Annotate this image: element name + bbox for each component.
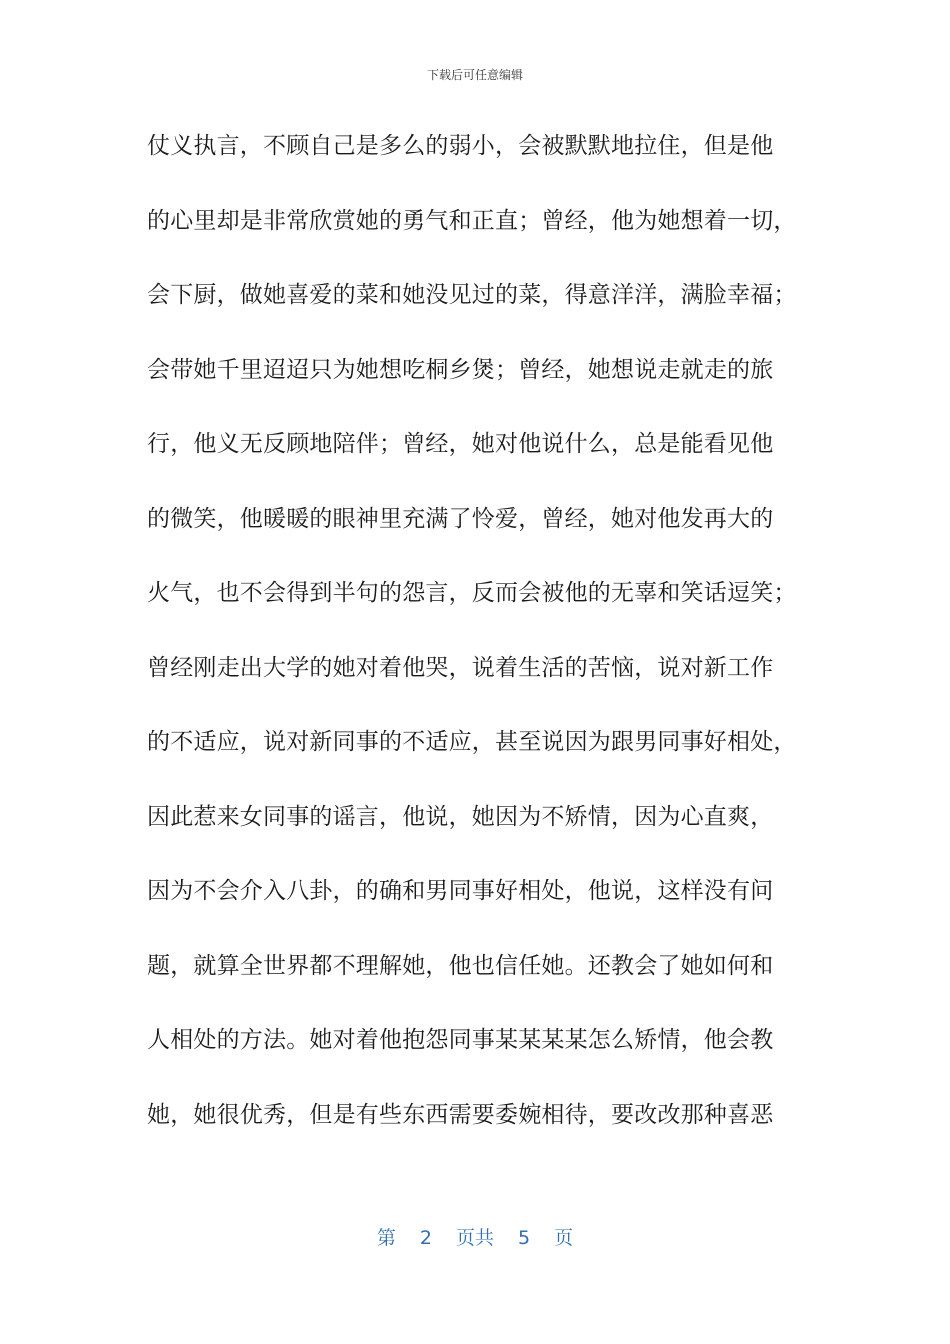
- body-line: 的心里却是非常欣赏她的勇气和正直；曾经，他为她想着一切，: [147, 207, 797, 234]
- body-line: 因为不会介入八卦，的确和男同事好相处，他说，这样没有问: [147, 878, 774, 904]
- body-line: 行，他义无反顾地陪伴；曾经，她对他说什么，总是能看见他: [147, 431, 774, 457]
- page-header: 下载后可任意编辑: [426, 68, 523, 82]
- page-number-footer: 第 2 页共 5 页: [376, 1227, 574, 1249]
- document-body: [147, 124, 807, 1167]
- body-line: 会下厨，做她喜爱的菜和她没见过的菜，得意洋洋，满脸幸福；: [147, 282, 797, 308]
- body-line: 的不适应，说对新同事的不适应，甚至说因为跟男同事好相处，: [147, 729, 797, 755]
- body-line: 的微笑，他暖暖的眼神里充满了怜爱，曾经，她对他发再大的: [147, 505, 774, 532]
- body-line: 仗义执言，不顾自己是多么的弱小，会被默默地拉住，但是他: [147, 133, 774, 159]
- body-line: 会带她千里迢迢只为她想吃桐乡煲；曾经，她想说走就走的旅: [147, 356, 774, 383]
- body-line: 曾经刚走出大学的她对着他哭，说着生活的苦恼，说对新工作: [147, 654, 774, 681]
- body-line: 因此惹来女同事的谣言，他说，她因为不矫情，因为心直爽，: [147, 803, 774, 830]
- body-line: 她，她很优秀，但是有些东西需要委婉相待，要改改那种喜恶: [147, 1101, 774, 1128]
- body-line: 火气，也不会得到半句的怨言，反而会被他的无辜和笑话逗笑；: [147, 580, 797, 606]
- body-line: 人相处的方法。她对着他抱怨同事某某某某怎么矫情，他会教: [147, 1027, 774, 1053]
- body-line: 题，就算全世界都不理解她，他也信任她。还教会了她如何和: [147, 952, 774, 979]
